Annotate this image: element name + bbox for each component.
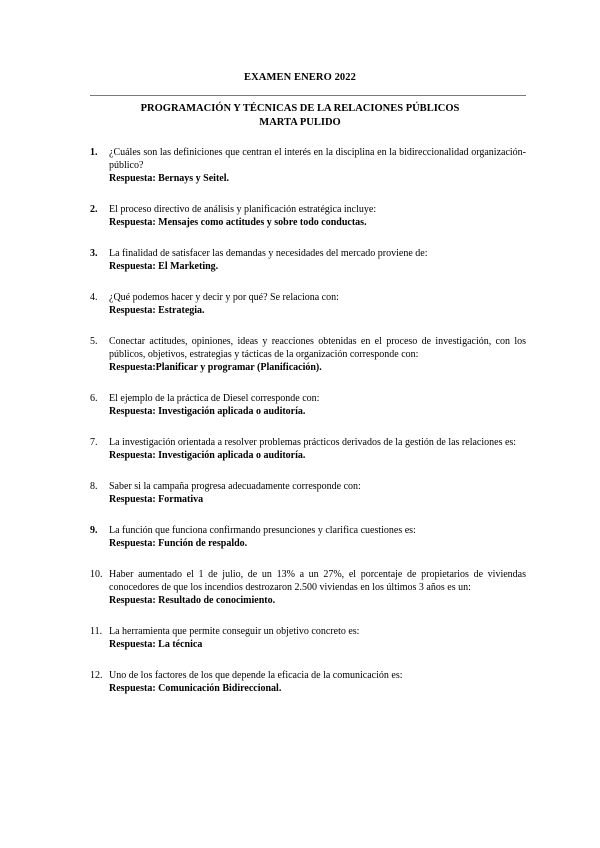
question-number: 3.: [90, 248, 98, 259]
question-item: [90, 247, 526, 273]
question-number: 4.: [90, 292, 98, 303]
question-number: 5.: [90, 336, 98, 347]
question-number: 2.: [90, 204, 98, 215]
question-answer: Respuesta: Investigación aplicada o auditoría.: [109, 450, 306, 461]
question-answer: Respuesta:Planificar y programar (Planificación).: [109, 362, 322, 373]
question-number: 11.: [90, 626, 103, 637]
question-answer: Respuesta: Estrategia.: [109, 305, 205, 316]
question-item: [90, 436, 526, 462]
question-text: La función que funciona confirmando presunciones y clarifica cuestiones es:: [109, 525, 416, 536]
question-number: 7.: [90, 437, 98, 448]
question-answer: Respuesta: El Marketing.: [109, 261, 219, 272]
question-text: Saber si la campaña progresa adecuadamente corresponde con:: [109, 481, 361, 492]
subject-title: PROGRAMACIÓN Y TÉCNICAS DE LA RELACIONES PÚBLICOS: [140, 103, 460, 114]
subject-heading: [0, 102, 600, 130]
question-number: 8.: [90, 481, 98, 492]
question-item: [90, 524, 526, 550]
question-number: 1.: [90, 147, 98, 158]
question-answer: Respuesta: Resultado de conocimiento.: [109, 595, 276, 606]
question-list: [90, 146, 526, 713]
question-answer: Respuesta: Formativa: [109, 494, 204, 505]
question-answer: Respuesta: Investigación aplicada o auditoría.: [109, 406, 306, 417]
question-item: [90, 669, 526, 695]
question-item: [90, 146, 526, 185]
question-text: Haber aumentado el 1 de julio, de un 13% a un 27%, el porcentaje de propietarios de viviendas conocedores de que los incendios destrozaron 2.500 viviendas en los últimos 3 años es un:: [109, 569, 526, 593]
question-item: [90, 625, 526, 651]
question-text: La finalidad de satisfacer las demandas y necesidades del mercado proviene de:: [109, 248, 428, 259]
question-text: El proceso directivo de análisis y planificación estratégica incluye:: [109, 204, 377, 215]
question-item: [90, 335, 526, 374]
question-number: 9.: [90, 525, 98, 536]
question-number: 6.: [90, 393, 98, 404]
question-item: [90, 291, 526, 317]
exam-title: EXAMEN ENERO 2022: [244, 72, 356, 83]
question-text: Conectar actitudes, opiniones, ideas y reacciones obtenidas en el proceso de investigación, con los públicos, objetivos, estrategias y tácticas de la organización corresponde con:: [109, 336, 526, 360]
question-text: La herramienta que permite conseguir un objetivo concreto es:: [109, 626, 360, 637]
question-answer: Respuesta: La técnica: [109, 639, 203, 650]
question-text: ¿Qué podemos hacer y decir y por qué? Se relaciona con:: [109, 292, 339, 303]
question-answer: Respuesta: Función de respaldo.: [109, 538, 248, 549]
question-item: [90, 203, 526, 229]
question-item: [90, 392, 526, 418]
teacher-name: MARTA PULIDO: [259, 117, 341, 128]
question-text: Uno de los factores de los que depende la eficacia de la comunicación es:: [109, 670, 403, 681]
question-answer: Respuesta: Comunicación Bidireccional.: [109, 683, 282, 694]
question-text: ¿Cuáles son las definiciones que centran el interés en la disciplina en la bidireccionalidad organización-público?: [109, 147, 526, 171]
question-item: [90, 568, 526, 607]
question-text: El ejemplo de la práctica de Diesel corresponde con:: [109, 393, 320, 404]
header-divider: [90, 95, 526, 96]
question-number: 10.: [90, 569, 103, 580]
question-text: La investigación orientada a resolver problemas prácticos derivados de la gestión de las relaciones es:: [109, 437, 517, 448]
question-answer: Respuesta: Bernays y Seitel.: [109, 173, 229, 184]
question-item: [90, 480, 526, 506]
question-answer: Respuesta: Mensajes como actitudes y sobre todo conductas.: [109, 217, 367, 228]
question-number: 12.: [90, 670, 103, 681]
